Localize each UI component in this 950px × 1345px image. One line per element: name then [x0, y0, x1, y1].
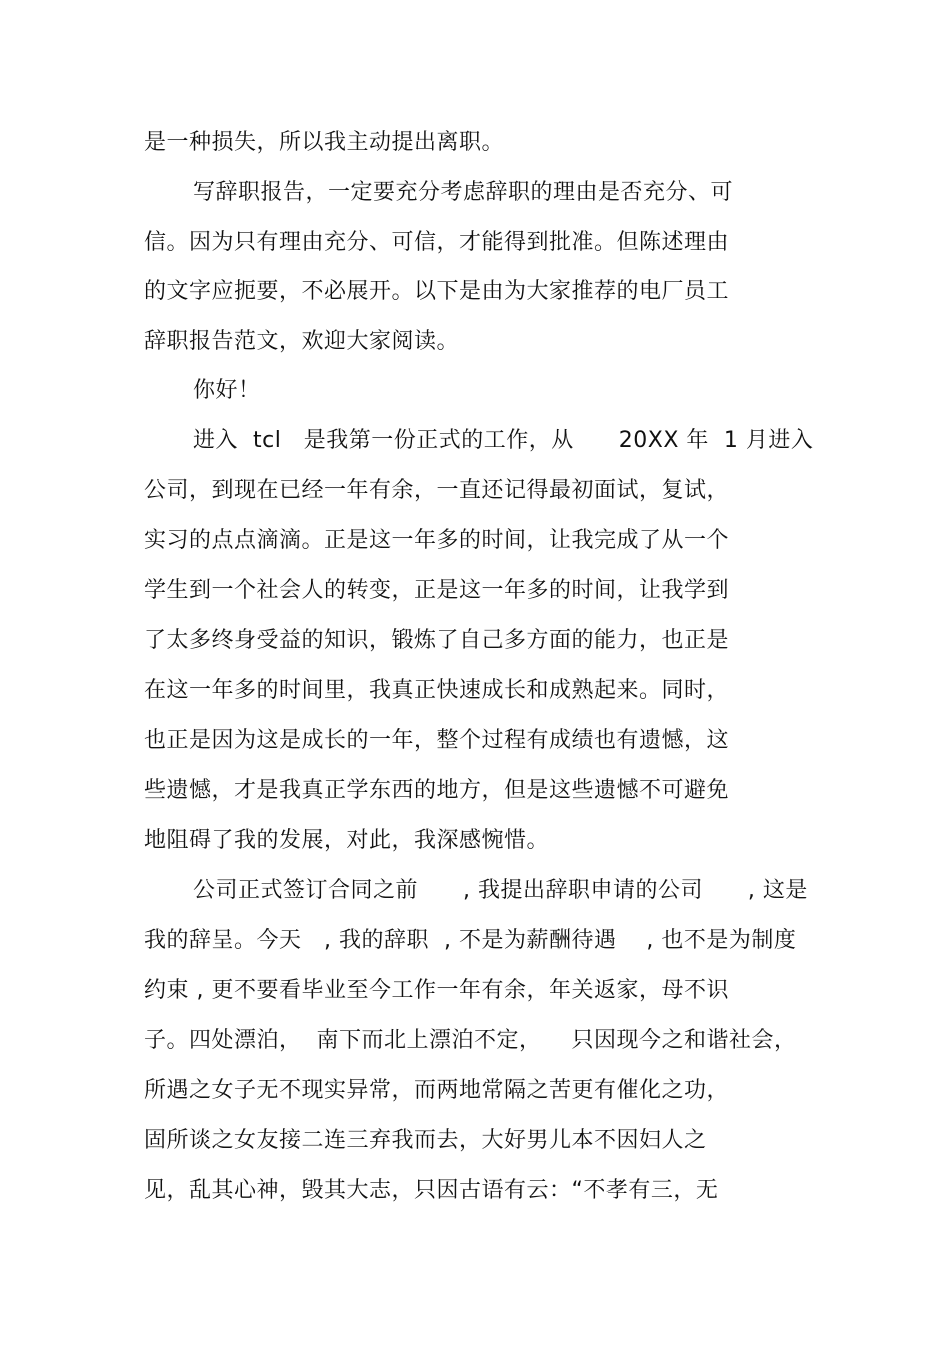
text-line: 辞职报告范文，欢迎大家阅读。 [144, 329, 460, 354]
text-line: 进入 tcl 是我第一份正式的工作，从 20XX 年 1 月进入 [193, 428, 814, 453]
text-line: 实习的点点滴滴。正是这一年多的时间，让我完成了从一个 [144, 528, 730, 553]
text-line: 固所谈之女友接二连三弃我而去，大好男儿本不因妇人之 [144, 1128, 707, 1153]
text-line: 我的辞呈。今天 , 我的辞职 , 不是为薪酬待遇 , 也不是为制度 [144, 928, 797, 953]
text-line: 学生到一个社会人的转变，正是这一年多的时间，让我学到 [144, 578, 730, 603]
text-line: 了太多终身受益的知识，锻炼了自己多方面的能力，也正是 [144, 628, 730, 653]
text-line: 约束 , 更不要看毕业至今工作一年有余，年关返家，母不识 [144, 978, 729, 1003]
text-line: 写辞职报告，一定要充分考虑辞职的理由是否充分、可 [193, 180, 734, 205]
text-line: 公司，到现在已经一年有余，一直还记得最初面试，复试， [144, 478, 730, 503]
text-line: 的文字应扼要，不必展开。以下是由为大家推荐的电厂员工 [144, 279, 730, 304]
text-line: 所遇之女子无不现实异常，而两地常隔之苦更有催化之功， [144, 1078, 730, 1103]
text-line: 公司正式签订合同之前 , 我提出辞职申请的公司 , 这是 [193, 878, 808, 903]
text-line: 在这一年多的时间里，我真正快速成长和成熟起来。同时， [144, 678, 730, 703]
text-line: 见，乱其心神，毁其大志，只因古语有云：“不孝有三，无 [144, 1178, 719, 1203]
text-line: 信。因为只有理由充分、可信，才能得到批准。但陈述理由 [144, 230, 730, 255]
text-line: 也正是因为这是成长的一年，整个过程有成绩也有遗憾，这 [144, 728, 730, 753]
text-line: 些遗憾，才是我真正学东西的地方，但是这些遗憾不可避免 [144, 778, 730, 803]
text-line: 地阻碍了我的发展，对此，我深感惋惜。 [144, 828, 550, 853]
text-line: 子。四处漂泊， 南下而北上漂泊不定， 只因现今之和谐社会， [144, 1028, 797, 1053]
text-line: 你好！ [193, 378, 261, 403]
text-line: 是一种损失，所以我主动提出离职。 [144, 130, 505, 155]
